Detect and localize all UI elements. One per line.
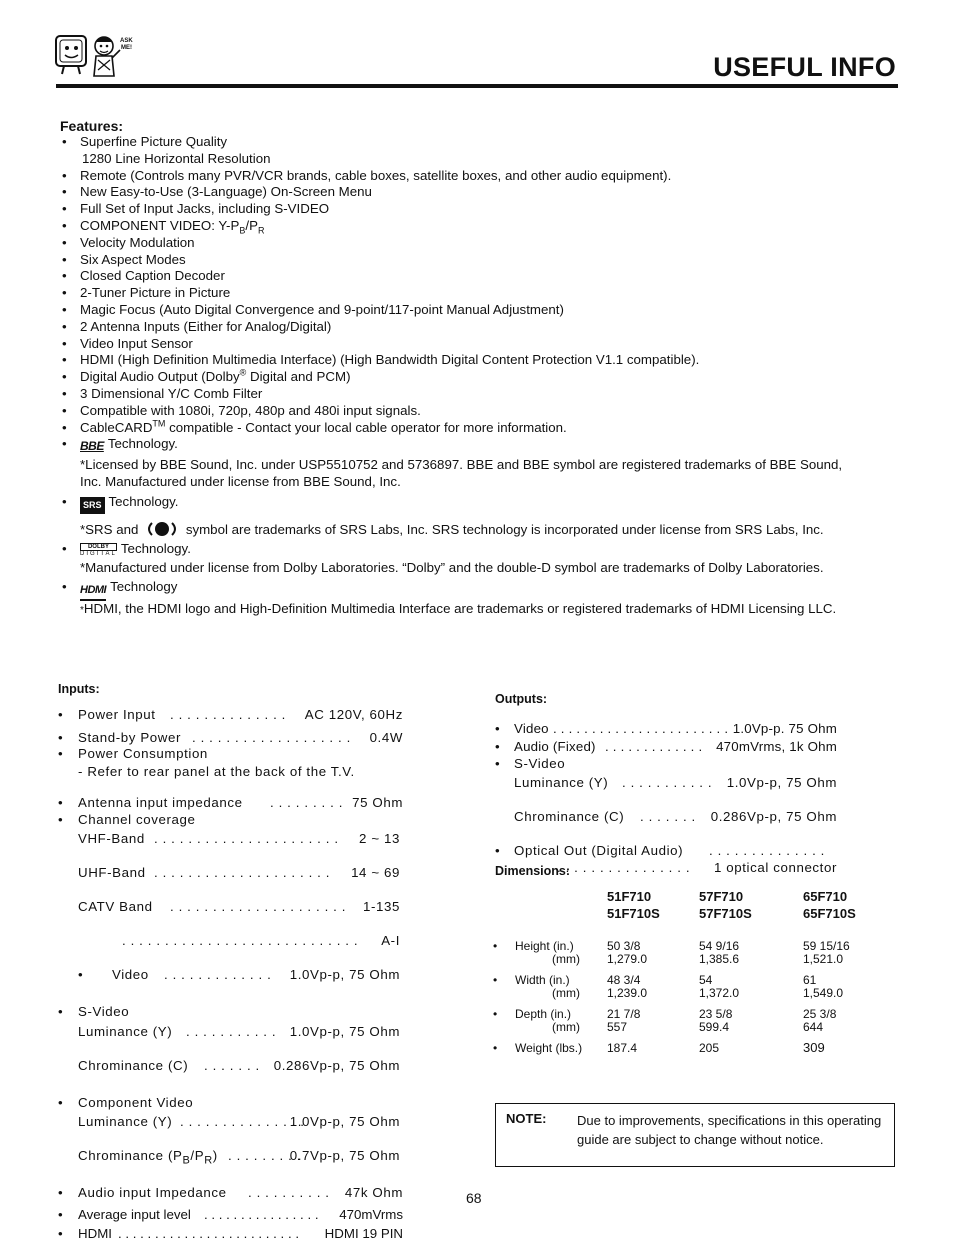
bbe-logo: BBE [80,439,104,454]
note-box [495,1103,895,1167]
srs-circle-icon [144,520,180,538]
model-col-3: 65F710 65F710S [803,889,856,921]
page-title: USEFUL INFO [713,52,896,82]
inputs-heading: Inputs: [58,682,100,696]
feature-item: • 2 Antenna Inputs (Either for Analog/Digital) [62,318,332,334]
feature-item: • Superfine Picture Quality 1280 Line Horizontal Resolution [62,134,271,166]
feature-item: • Remote (Controls many PVR/VCR brands, cable boxes, satellite boxes, and other audio equipment). [62,167,672,183]
features-heading: Features: [60,118,124,134]
feature-item-hdmi: • HDMI Technology *HDMI, the HDMI logo and High-Definition Multimedia Interface are trademarks or registered trademarks of HDMI Licensing LLC. [62,578,837,616]
feature-item: • Compatible with 1080i, 720p, 480p and 480i input signals. [62,402,421,418]
feature-item: • Velocity Modulation [62,234,195,250]
output-svideo-luminance: Luminance (Y) . . . . . . . . . . . 1.0Vp-p, 75 Ohm [514,775,837,790]
dimension-row: • Height (in.) (mm) 50 3/8 1,279.0 54 9/16 1,385.6 59 15/16 1,521.0 [493,939,850,966]
input-uhf: UHF-Band . . . . . . . . . . . . . . . . . . . . . 14 ~ 69 [78,865,400,880]
model-col-1: 51F710 51F710S [607,889,660,921]
input-svideo-chrominance: Chrominance (C) . . . . . . . 0.286Vp-p, 75 Ohm [78,1058,400,1073]
dimensions-table [493,940,873,1062]
outputs-list: • Video . . . . . . . . . . . . . . . . . . . . . . . 1.0Vp-p. 75 Ohm • Audio (Fixed) . . . . . . . . . . . . . 470mVrms, 1k Ohm • S-Video Luminance (Y) . . . . . . . . . . . 1.0Vp-p, 75 Ohm Chrominance (C) . . . . . . . 0.286Vp-p, 75 Ohm • Optical Out (Digital Audio) . . . . . . . . . . . . . . . . . . . . . . . . . . . . . . 1 optical connector [495,721,837,875]
output-optical-value: . . . . . . . . . . . . . . . . 1 optical connector [557,860,837,875]
input-component-chrominance: Chrominance $(P_B/P_R)$ . . . . . . . . . 0.7Vp-p, 75 Ohm [78,1148,400,1167]
note-text: Due to improvements, specifications in this operating guide are subject to change without notice. [577,1113,882,1147]
feature-item-dolby: • DOLBY DIGITAL Technology. *Manufactured under license from Dolby Laboratories. “Dolby” and the double-D symbol are trademarks of Dolby Laboratories. [62,541,824,576]
feature-item: • HDMI (High Definition Multimedia Interface) (High Bandwidth Digital Content Protection V1.1 compatible). [62,352,700,368]
output-svideo-chrominance: Chrominance (C) . . . . . . . 0.286Vp-p, 75 Ohm [514,809,837,824]
dimension-row: • Depth (in.) (mm) 21 7/8 557 23 5/8 599.4 25 3/8 644 [493,1007,837,1034]
dimensions-heading: Dimensions: [495,864,571,878]
feature-item: • CableCARD™ compatible - Contact your local cable operator for more information. [62,418,567,435]
feature-item: • 3 Dimensional Y/C Comb Filter [62,385,263,401]
model-col-2: 57F710 57F710S [699,889,752,921]
input-vhf: VHF-Band . . . . . . . . . . . . . . . . . . . . . . 2 ~ 13 [78,831,400,846]
feature-item-srs: • SRS Technology. *SRS and symbol are trademarks of SRS Labs, Inc. SRS technology is incorporated under license from SRS Labs, Inc. [62,493,824,537]
features-list [62,134,902,620]
feature-item-bbe: • BBE Technology. *Licensed by BBE Sound, Inc. under USP5510752 and 5736897. BBE and BBE symbol are registered trademarks of BBE Sound, Inc. Manufactured under license from BBE Sound, Inc. [62,436,843,489]
outputs-heading: Outputs: [495,692,548,706]
srs-logo: SRS [80,497,105,514]
svg-text:ME!: ME! [121,45,132,51]
input-svideo-luminance: Luminance (Y) . . . . . . . . . . . 1.0Vp-p, 75 Ohm [78,1024,400,1039]
dolby-digital-logo: DOLBY DIGITAL [80,544,117,558]
hdmi-logo: HDMI [80,582,106,601]
feature-item: • Magic Focus (Auto Digital Convergence and 9-point/117-point Manual Adjustment) [62,301,564,317]
feature-item: • Six Aspect Modes [62,251,186,267]
asterisk-icon: * [80,604,84,616]
feature-item: • Closed Caption Decoder [62,268,225,284]
input-catv: CATV Band . . . . . . . . . . . . . . . . . . . . . 1-135 [78,899,400,914]
input-catv-2: . . . . . . . . . . . . . . . . . . . . . . . . . . . . A-I [122,933,400,948]
svg-text:ASK: ASK [120,38,133,44]
feature-item: • 2-Tuner Picture in Picture [62,285,231,301]
feature-item: • Video Input Sensor [62,335,193,351]
feature-item: • Full Set of Input Jacks, including S-VIDEO [62,201,330,217]
input-video: • Video . . . . . . . . . . . . . 1.0Vp-p, 75 Ohm [78,967,400,982]
note-label: NOTE: [506,1111,547,1126]
inputs-list: • Power Input . . . . . . . . . . . . . . AC 120V, 60Hz • Stand-by Power . . . . . . . . . . . . . . . . . . . 0.4W • Power Consumption - Refer to rear panel at the back of the T.V. • Antenna input impedance . . . . . . . . . 75 Ohm • Channel coverage VHF-Band . . . . . . . . . . . . . . . . . . . . . . 2 ~ 13 UHF-Band . . . . . . . . . . . . . . . . . . . . . 14 ~ 69 CATV Band . . . . . . . . . . . . . . . . . . . . . 1-135 . . . . . . . . . . . . . . . . . . . . . . . . . . . . A-I • Video . . . . . . . . . . . . . 1.0Vp-p, 75 Ohm • S-Video Luminance (Y) . . . . . . . . . . . 1.0Vp-p, 75 Ohm Chrominance (C) . . . . . . . 0.286Vp-p, 75 Ohm • Component Video Luminance (Y) . . . . . . . . . . . . . . . 1.0Vp-p, 75 Ohm Chrominance $(P_B/P_R)$ . . . . . . . . . 0.7Vp-p, 75 Ohm • Audio input Impedance . . . . . . . . . . 47k Ohm • Average input level . . . . . . . . . . . . . . . . 470mVrms • HDMI . . . . . . . . . . . . . . . . . . . . . . . . . HDMI 19 PIN [58,0,403,150]
input-component-luminance: Luminance (Y) . . . . . . . . . . . . . . . 1.0Vp-p, 75 Ohm [78,1114,400,1129]
input-consumption-note: - Refer to rear panel at the back of the T.V. [78,764,355,779]
feature-item: • New Easy-to-Use (3-Language) On-Screen Menu [62,184,372,200]
feature-item: • Digital Audio Output (Dolby® Digital and PCM) [62,367,351,385]
dimension-row: • Weight (lbs.) 187.4 205 309 [493,1040,825,1055]
dimension-row: • Width (in.) (mm) 48 3/4 1,239.0 54 1,372.0 61 1,549.0 [493,973,844,1000]
page-number: 68 [466,1190,482,1206]
feature-item: • COMPONENT VIDEO: $Y-P_B/P_R$ [62,217,265,236]
